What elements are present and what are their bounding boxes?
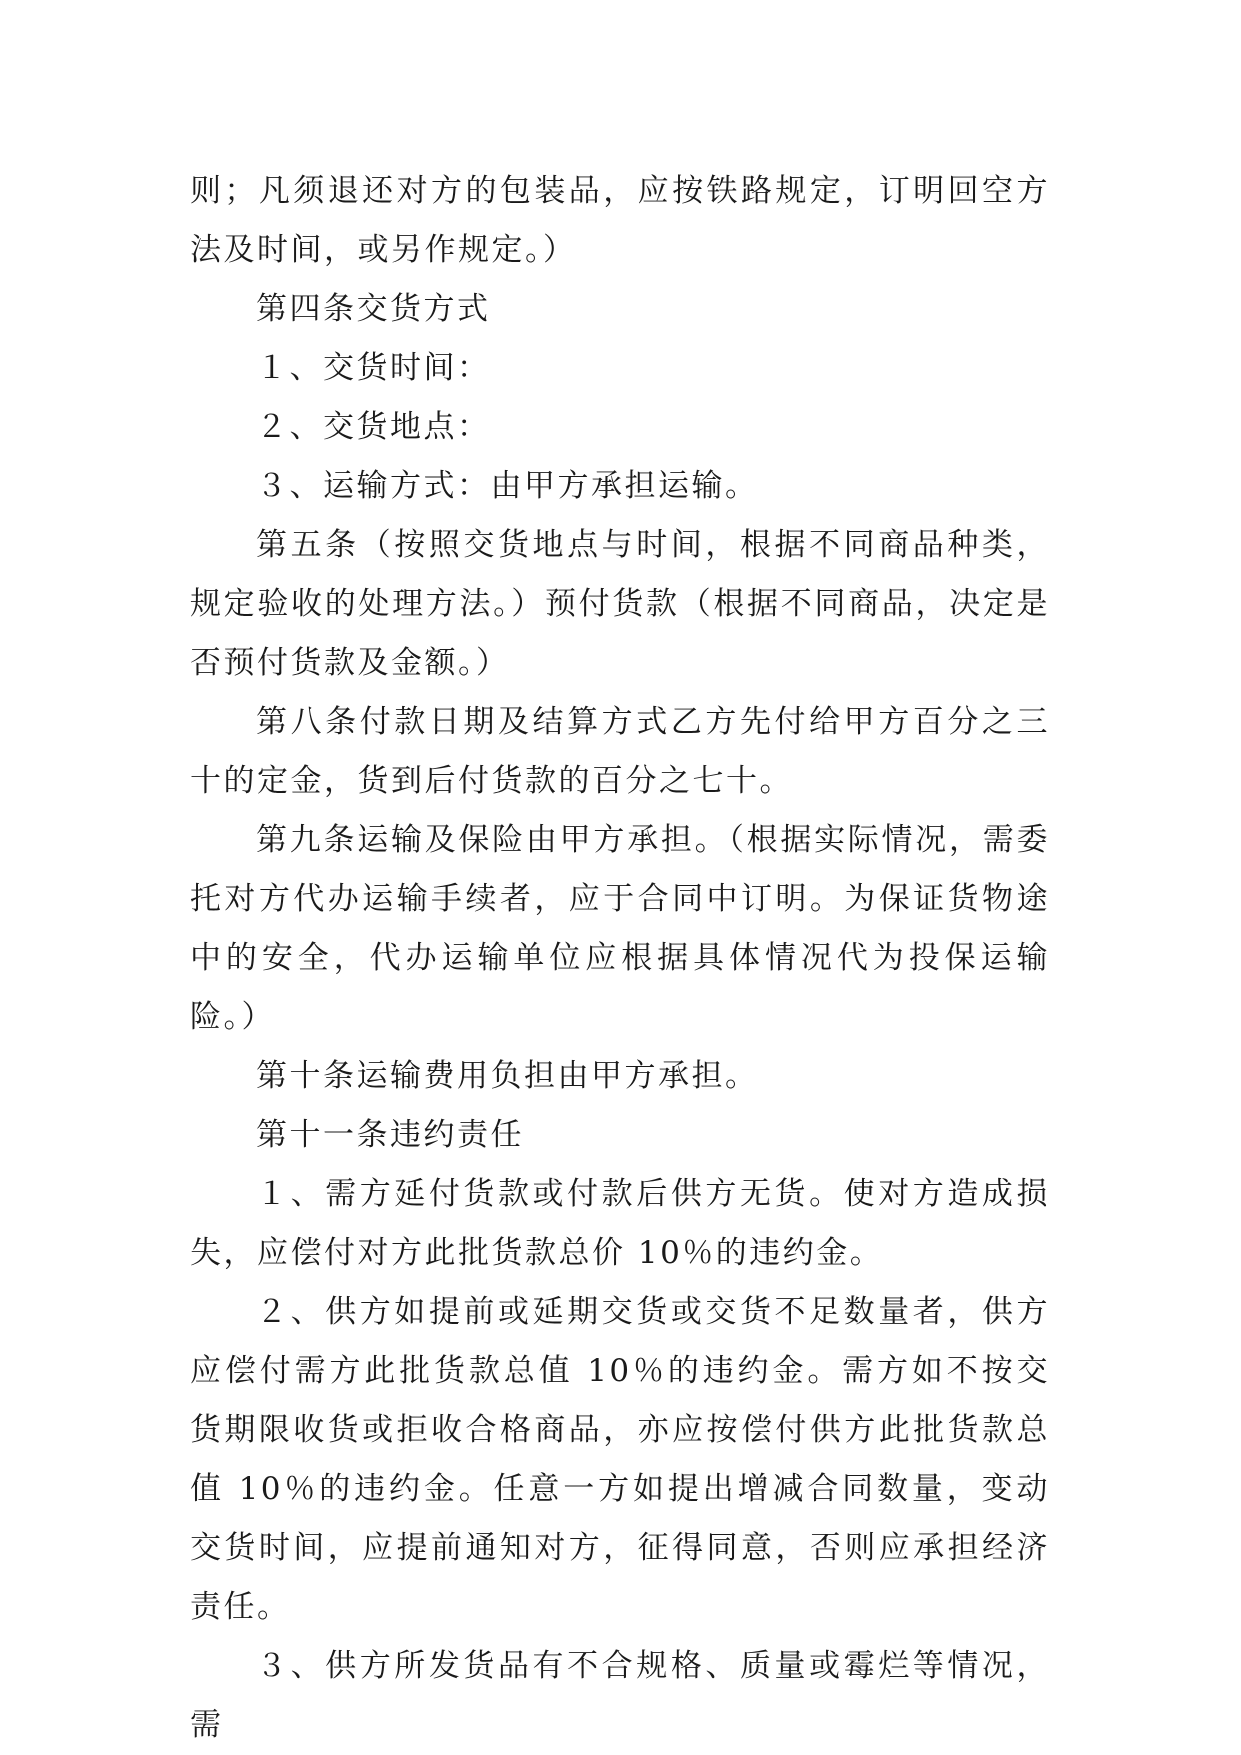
- item-delivery-place: ２、交货地点：: [256, 409, 491, 445]
- heading-article-11-liability: 第十一条违约责任: [256, 1117, 524, 1153]
- item-liability-3: ３、供方所发货品有不合规格、质量或霉烂等情况，需: [190, 1648, 1050, 1743]
- paragraph-article-10-freight: 第十条运输费用负担由甲方承担。: [256, 1058, 759, 1094]
- item-transport-method: ３、运输方式：由甲方承担运输。: [256, 468, 759, 504]
- paragraph-article-5-inspection: 第五条（按照交货地点与时间，根据不同商品种类，规定验收的处理方法。）预付货款（根据不同商品，决定是否预付货款及金额。）: [190, 527, 1050, 681]
- paragraph-packaging-return: 则；凡须退还对方的包装品，应按铁路规定，订明回空方法及时间，或另作规定。）: [190, 173, 1050, 268]
- item-liability-2: ２、供方如提前或延期交货或交货不足数量者，供方应偿付需方此批货款总值 10％的违约金。需方如不按交货期限收货或拒收合格商品，亦应按偿付供方此批货款总值 10％的违约金。任意一方如提出增减合同数量，变动交货时间，应提前通知对方，征得同意，否则应承担经济责任。: [190, 1294, 1050, 1625]
- contract-body: [190, 162, 1050, 1755]
- item-delivery-time: １、交货时间：: [256, 350, 491, 386]
- paragraph-article-9-insurance: 第九条运输及保险由甲方承担。（根据实际情况，需委托对方代办运输手续者，应于合同中订明。为保证货物途中的安全，代办运输单位应根据具体情况代为投保运输险。）: [190, 822, 1050, 1035]
- item-liability-1: １、需方延付货款或付款后供方无货。使对方造成损失，应偿付对方此批货款总价 10％的违约金。: [190, 1176, 1050, 1271]
- heading-article-4-delivery: 第四条交货方式: [256, 291, 491, 327]
- paragraph-article-8-payment: 第八条付款日期及结算方式乙方先付给甲方百分之三十的定金，货到后付货款的百分之七十。: [190, 704, 1050, 799]
